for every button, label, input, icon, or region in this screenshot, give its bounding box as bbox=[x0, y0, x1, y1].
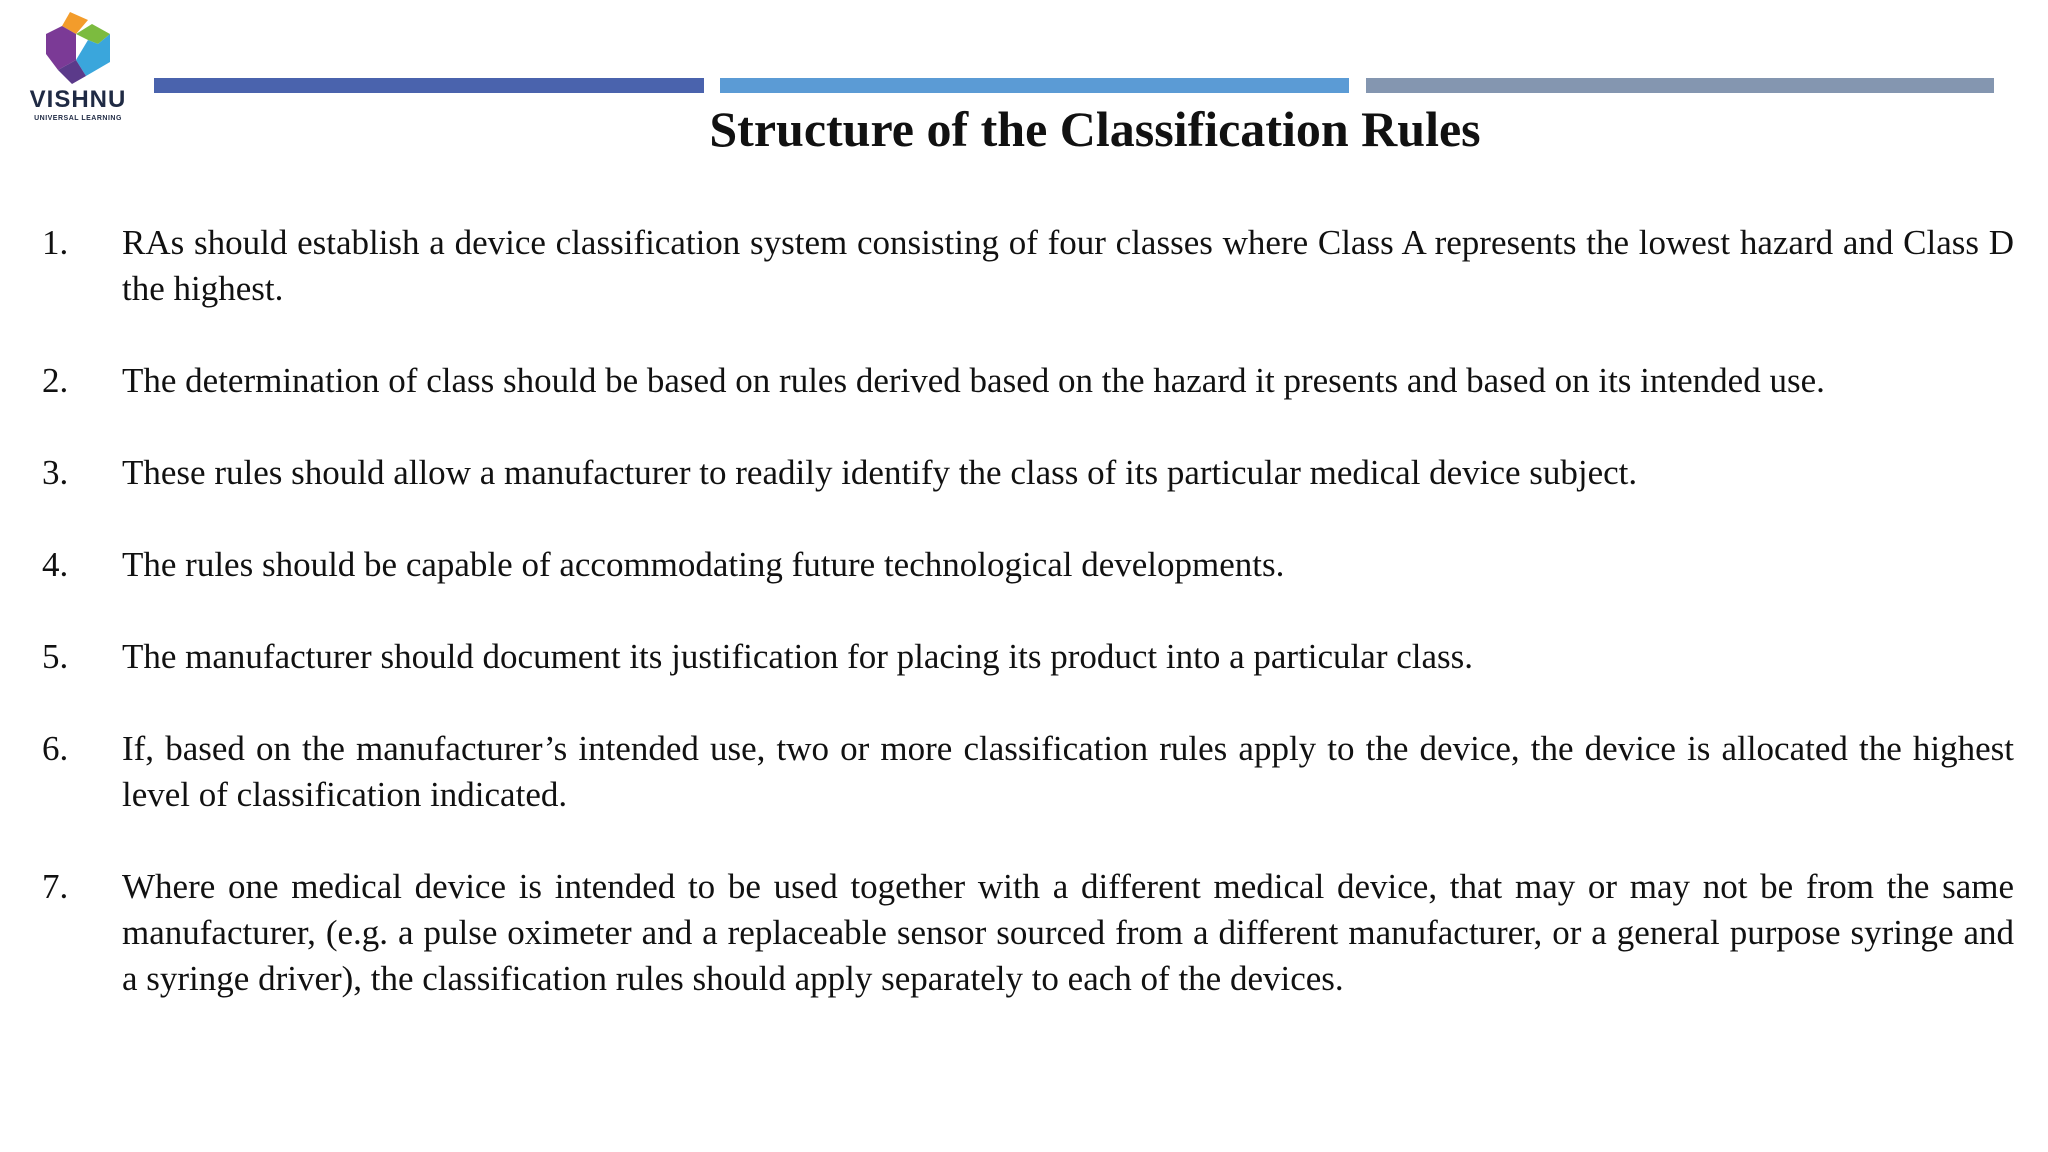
header-bar-slate bbox=[1366, 78, 1994, 93]
rule-number: 6. bbox=[42, 729, 69, 768]
rule-text: These rules should allow a manufacturer to readily identify the class of its particular medical device subject. bbox=[122, 453, 1638, 492]
rule-number: 7. bbox=[42, 867, 69, 906]
header-bar-light-blue bbox=[720, 78, 1349, 93]
rule-item bbox=[42, 542, 2014, 588]
rule-item bbox=[42, 450, 2014, 496]
slide-title: Structure of the Classification Rules bbox=[709, 101, 1481, 157]
rule-item bbox=[42, 634, 2014, 680]
rule-item bbox=[42, 220, 2014, 312]
header-bar-dark-blue bbox=[154, 78, 704, 93]
rule-text: If, based on the manufacturer’s intended use, two or more classification rules apply to the device, the device is allocated the highest level of classification indicated. bbox=[122, 729, 2014, 814]
rule-text: RAs should establish a device classification system consisting of four classes where Class A represents the lowest hazard and Class D the highest. bbox=[122, 223, 2014, 308]
rule-number: 3. bbox=[42, 453, 69, 492]
rule-text: The determination of class should be based on rules derived based on the hazard it presents and based on its intended use. bbox=[122, 361, 1825, 400]
logo-tagline: UNIVERSAL LEARNING bbox=[34, 115, 122, 122]
logo-wordmark: VISHNU bbox=[29, 86, 127, 113]
rule-number: 2. bbox=[42, 361, 69, 400]
rule-text: Where one medical device is intended to be used together with a different medical device, that may or may not be from the same manufacturer, (e.g. a pulse oximeter and a replaceable sensor sourced from a different manufacturer, or a general purpose syringe and a syringe driver), the classification rules should apply separately to each of the devices. bbox=[122, 867, 2014, 998]
rule-number: 5. bbox=[42, 637, 69, 676]
rules-list bbox=[42, 220, 2014, 1048]
rule-number: 1. bbox=[42, 223, 69, 262]
rule-text: The manufacturer should document its justification for placing its product into a particular class. bbox=[122, 637, 1474, 676]
rule-text: The rules should be capable of accommodating future technological developments. bbox=[122, 545, 1285, 584]
rule-item bbox=[42, 726, 2014, 818]
rule-item bbox=[42, 358, 2014, 404]
vishnu-logo-icon bbox=[36, 10, 122, 88]
rule-number: 4. bbox=[42, 545, 69, 584]
rule-item bbox=[42, 864, 2014, 1002]
